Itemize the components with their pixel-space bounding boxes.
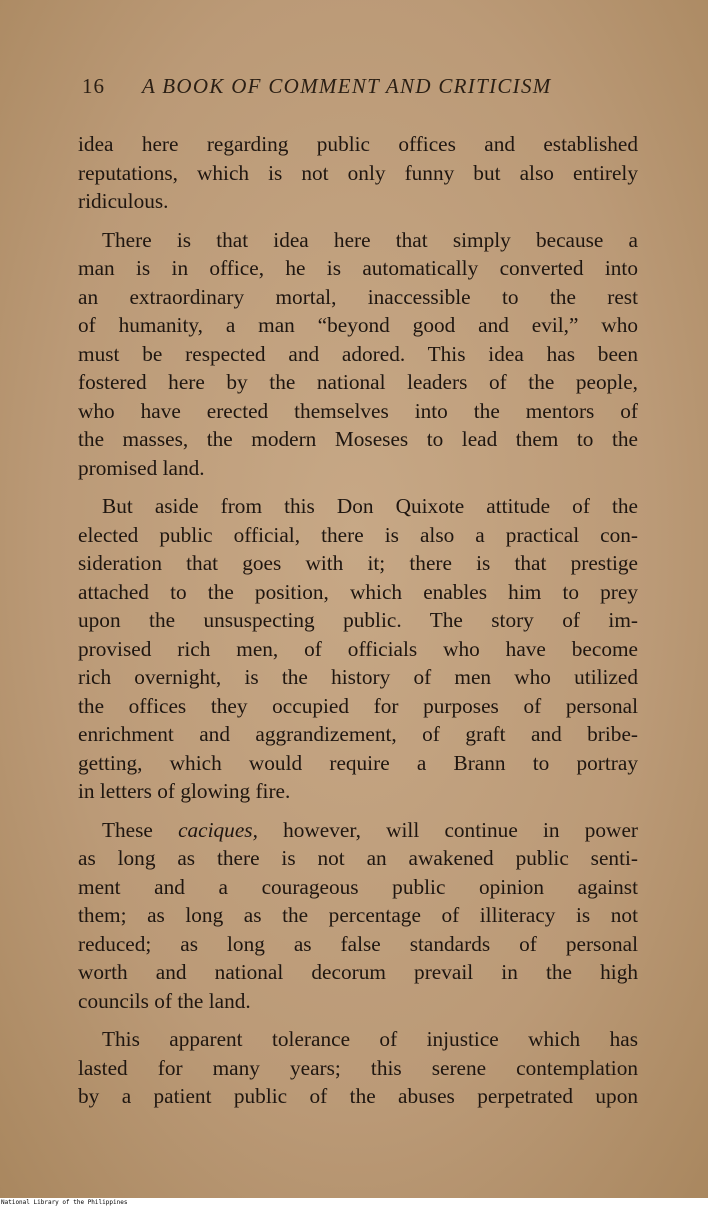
italic-word: caciques,: [178, 817, 258, 842]
text-line: lasted for many years; this serene contemplation: [78, 1055, 638, 1080]
text-line: ridiculous.: [78, 189, 169, 213]
paragraph: [78, 1025, 638, 1111]
text-line: worth and national decorum prevail in the high: [78, 960, 638, 984]
text-line: elected public official, there is also a practical con-: [78, 522, 638, 547]
text-line: reduced; as long as false standards of personal: [78, 931, 638, 956]
text-line: them; as long as the percentage of illiteracy is not: [78, 903, 638, 927]
text-line: sideration that goes with it; there is that prestige: [78, 551, 638, 575]
running-title: A BOOK OF COMMENT AND CRITICISM: [142, 74, 552, 98]
text-line: councils of the land.: [78, 988, 251, 1013]
page-number: 16: [82, 74, 105, 98]
text-line: enrichment and aggrandizement, of graft and bribe-: [78, 722, 638, 746]
text-line: who have erected themselves into the mentors of: [78, 398, 638, 423]
text-line: getting, which would require a Brann to portray: [78, 750, 638, 775]
text-line: in letters of glowing fire.: [78, 779, 291, 803]
text-line: man is in office, he is automatically converted into: [78, 256, 638, 280]
text-line: [78, 816, 638, 845]
text-run: These: [102, 817, 179, 842]
text-line: of humanity, a man “beyond good and evil,” who: [78, 313, 638, 337]
library-credit: National Library of the Philippines: [1, 1199, 128, 1206]
footer-strip: [0, 1198, 708, 1208]
text-line: the offices they occupied for purposes of personal: [78, 693, 638, 718]
text-line: reputations, which is not only funny but also entirely: [78, 160, 638, 185]
text-line: There is that idea here that simply because a: [102, 227, 638, 252]
text-line: ment and a courageous public opinion against: [78, 874, 638, 899]
text-line: upon the unsuspecting public. The story of im-: [78, 608, 638, 632]
text-line: But aside from this Don Quixote attitude of the: [102, 494, 638, 518]
paragraph: [78, 226, 638, 483]
paragraph: [78, 492, 638, 806]
text-line: as long as there is not an awakened public senti-: [78, 846, 638, 870]
text-line: attached to the position, which enables him to prey: [78, 579, 638, 604]
text-line: This apparent tolerance of injustice which has: [102, 1027, 638, 1051]
paragraph: [78, 816, 638, 1016]
text-line: an extraordinary mortal, inaccessible to the rest: [78, 284, 638, 309]
page-header: [82, 74, 602, 99]
text-line: promised land.: [78, 455, 205, 480]
text-line: by a patient public of the abuses perpetrated upon: [78, 1084, 638, 1108]
text-line: idea here regarding public offices and established: [78, 132, 638, 156]
text-line: rich overnight, is the history of men who utilized: [78, 665, 638, 689]
text-line: the masses, the modern Moseses to lead them to the: [78, 427, 638, 451]
body-text: [78, 130, 638, 1111]
text-line: must be respected and adored. This idea has been: [78, 341, 638, 366]
paragraph: [78, 130, 638, 216]
text-run: however, will continue in power: [257, 817, 638, 842]
text-line: provised rich men, of officials who have become: [78, 636, 638, 661]
text-line: fostered here by the national leaders of the people,: [78, 370, 638, 394]
